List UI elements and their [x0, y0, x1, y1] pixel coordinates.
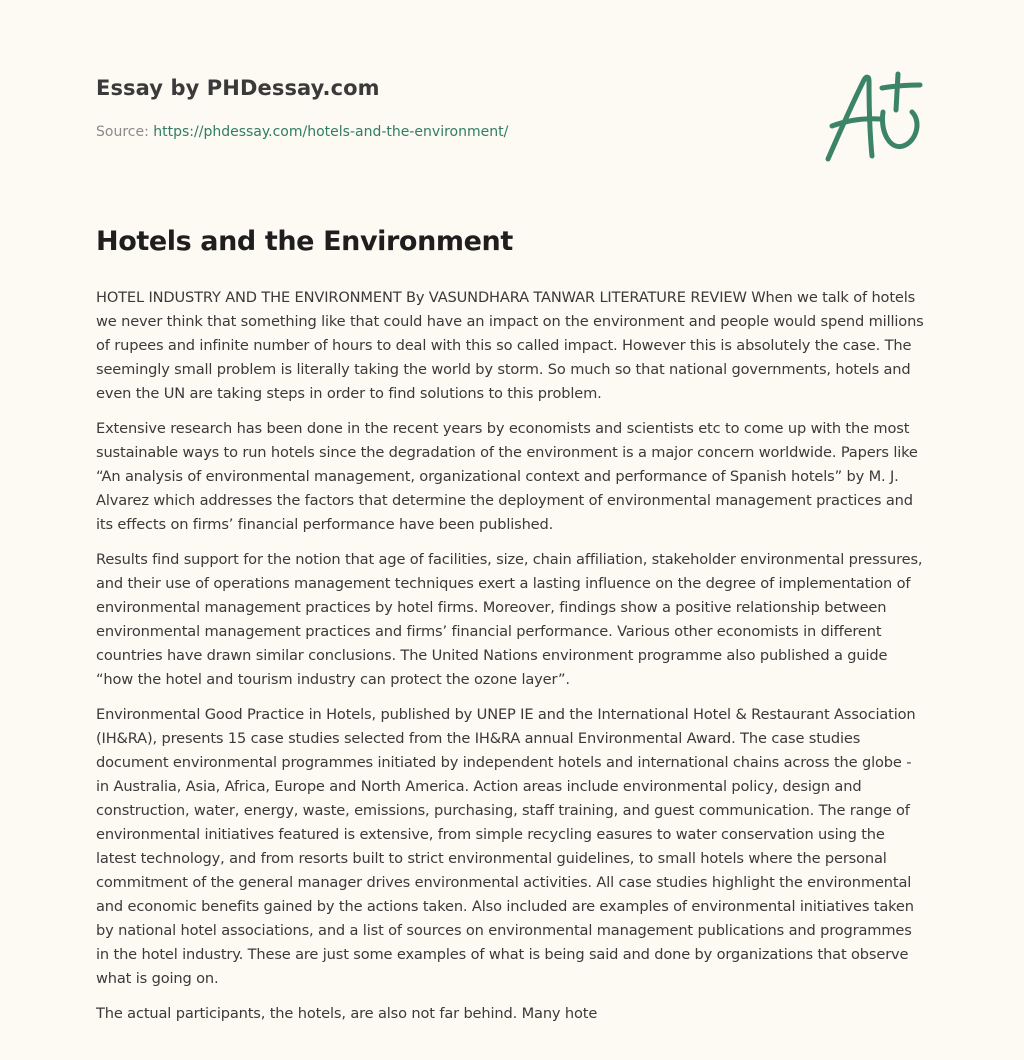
article-paragraph: Results find support for the notion that age of facilities, size, chain affiliation, stakeholder environmental pressures, and their use of operations management techniques exert a lasting influence on the degree of implementation of environmental management practices by hotel firms. Moreover, findings show a positive relationship between environmental management practices and firms’ financial performance. Various other economists in different countries have drawn similar conclusions. The United Nations environment programme also published a guide “how the hotel and tourism industry can protect the ozone layer”. — [96, 551, 923, 688]
source-label: Source: — [96, 124, 149, 140]
article-paragraph: Environmental Good Practice in Hotels, published by UNEP IE and the International Hotel & Restaurant Association (IH&RA), presents 15 case studies selected from the IH&RA annual Environmental Award. The case studies document environmental programmes initiated by independent hotels and international chains across the globe - in Australia, Asia, Africa, Europe and North America. Action areas include environmental policy, design and construction, water, energy, waste, emissions, purchasing, staff training, and guest communication. The range of environmental initiatives featured is extensive, from simple recycling easures to water conservation using the latest technology, and from resorts built to strict environmental guidelines, to small hotels where the personal commitment of the general manager drives environmental activities. All case studies highlight the environmental and economic benefits gained by the actions taken. Also included are examples of environmental initiatives taken by national hotel associations, and a list of sources on environmental management publications and programmes in the hotel industry. These are just some examples of what is being said and done by organizations that observe what is going on. — [96, 706, 916, 987]
article-body — [96, 286, 928, 1037]
article-paragraph: The actual participants, the hotels, are also not far behind. Many hote — [96, 1005, 598, 1022]
page-title: Hotels and the Environment — [96, 226, 513, 257]
article-paragraph: HOTEL INDUSTRY AND THE ENVIRONMENT By VASUNDHARA TANWAR LITERATURE REVIEW When we talk of hotels we never think that something like that could have an impact on the environment and people would spend millions of rupees and infinite number of hours to deal with this so called impact. However this is absolutely the case. The seemingly small problem is literally taking the world by storm. So much so that national governments, hotels and even the UN are taking steps in order to find solutions to this problem. — [96, 289, 924, 402]
source-link[interactable]: https://phdessay.com/hotels-and-the-environment/ — [153, 124, 509, 140]
a-plus-logo — [820, 66, 930, 166]
article-paragraph: Extensive research has been done in the recent years by economists and scientists etc to come up with the most sustainable ways to run hotels since the degradation of the environment is a major concern worldwide. Papers like “An analysis of environmental management, organizational context and performance of Spanish hotels” by M. J. Alvarez which addresses the factors that determine the deployment of environmental management practices and its effects on firms’ financial performance have been published. — [96, 420, 918, 533]
site-brand: Essay by PHDessay.com — [96, 76, 380, 100]
source-line — [96, 124, 508, 140]
